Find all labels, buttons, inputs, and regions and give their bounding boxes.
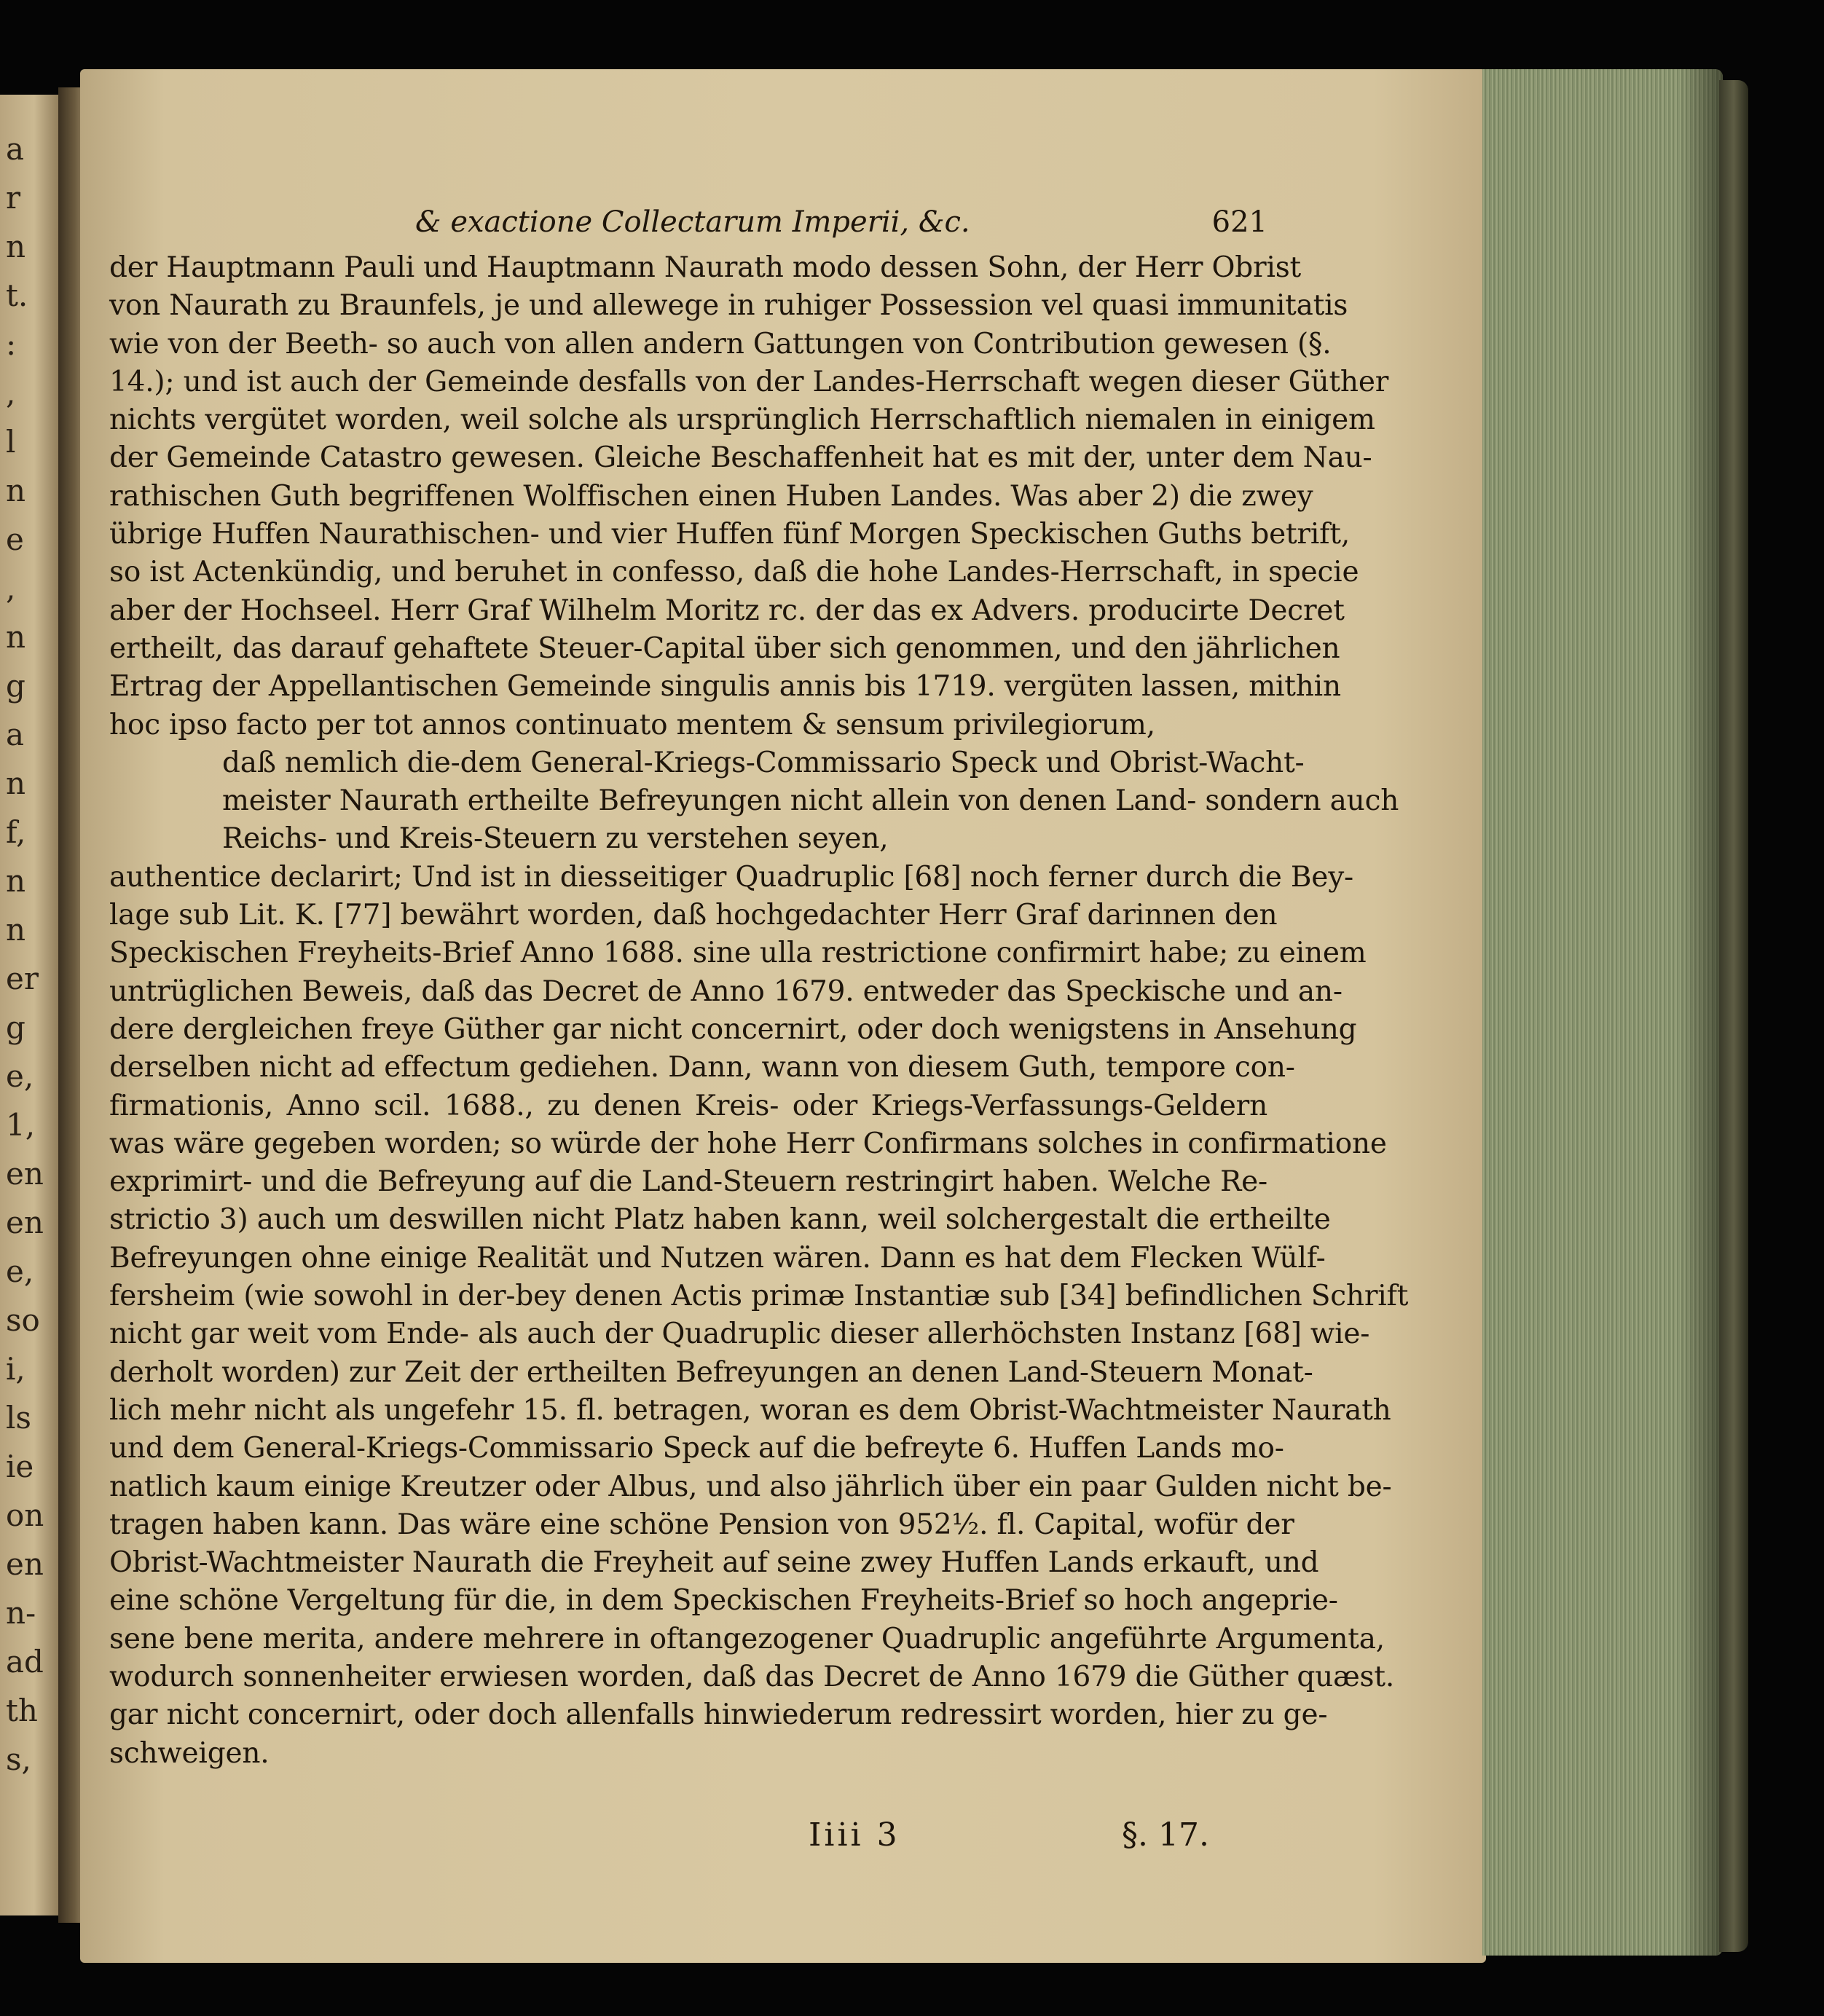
running-title: & exactione Collectarum Imperii, &c. <box>415 205 970 239</box>
text-line: der Hauptmann Pauli und Hauptmann Naurath modo dessen Sohn, der Herr Obrist <box>109 251 1302 284</box>
margin-fragment: en <box>6 1546 44 1582</box>
text-line: derselben nicht ad effectum gediehen. Dann, wann von diesem Guth, tempore con- <box>109 1051 1295 1084</box>
text-line: rathischen Guth begriffenen Wolffischen einen Huben Landes. Was aber 2) die zwey <box>109 479 1313 513</box>
margin-fragment: n- <box>6 1595 36 1631</box>
text-line: Ertrag der Appellantischen Gemeinde singulis annis bis 1719. vergüten lassen, mithin <box>109 670 1341 704</box>
text-line: firmationis, Anno scil. 1688., zu denen Kreis- oder Kriegs-Verfassungs-Geldern <box>109 1089 1267 1122</box>
margin-fragment: so <box>6 1302 40 1338</box>
text-line: und dem General-Kriegs-Commissario Speck auf die befreyte 6. Huffen Lands mo- <box>109 1432 1284 1465</box>
margin-fragment: th <box>6 1693 38 1728</box>
margin-fragment: er <box>6 961 39 996</box>
margin-fragment: n <box>6 863 26 899</box>
margin-fragment: ad <box>6 1644 44 1680</box>
margin-fragment: e, <box>6 1058 34 1094</box>
text-line: von Naurath zu Braunfels, je und allewege in ruhiger Possession vel quasi immunitatis <box>109 289 1348 323</box>
text-line: Reichs- und Kreis-Steuern zu verstehen seyen, <box>222 822 889 856</box>
text-line: schweigen. <box>109 1736 270 1770</box>
signature-mark: Iiii 3 <box>809 1816 900 1854</box>
page-text <box>109 205 1409 1860</box>
text-line: gar nicht concernirt, oder doch allenfalls hinwiederum redressirt worden, hier zu ge- <box>109 1698 1328 1732</box>
text-line: Speckischen Freyheits-Brief Anno 1688. sine ulla restrictione confirmirt habe; zu einem <box>109 937 1367 970</box>
margin-fragment: g <box>6 668 25 704</box>
text-line: dere dergleichen freye Güther gar nicht concernirt, oder doch wenigstens in Ansehung <box>109 1012 1357 1046</box>
margin-fragment: en <box>6 1205 44 1240</box>
text-line: daß nemlich die-dem General-Kriegs-Commissario Speck und Obrist-Wacht- <box>222 746 1305 779</box>
margin-fragment: ie <box>6 1449 34 1484</box>
page-number: 621 <box>1211 205 1267 239</box>
margin-fragment: on <box>6 1497 44 1533</box>
text-line: meister Naurath ertheilte Befreyungen nicht allein von denen Land- sondern auch <box>222 784 1399 818</box>
text-line: hoc ipso facto per tot annos continuato mentem & sensum privilegiorum, <box>109 708 1155 741</box>
text-line: derholt worden) zur Zeit der ertheilten Befreyungen an denen Land-Steuern Monat- <box>109 1355 1313 1389</box>
margin-fragment: a <box>6 131 25 167</box>
margin-fragment: ls <box>6 1400 31 1436</box>
text-line: aber der Hochseel. Herr Graf Wilhelm Moritz rc. der das ex Advers. producirte Decret <box>109 594 1345 627</box>
margin-fragment: n <box>6 765 26 801</box>
facing-page-margin-text <box>6 131 50 1792</box>
margin-fragment: 1, <box>6 1107 36 1143</box>
page-header <box>109 205 1267 249</box>
margin-fragment: i, <box>6 1351 25 1387</box>
margin-fragment: t. <box>6 277 28 313</box>
body-text <box>109 249 1409 1773</box>
text-line: fersheim (wie sowohl in der-bey denen Actis primæ Instantiæ sub [34] befindlichen Schrift <box>109 1280 1409 1313</box>
margin-fragment: : <box>6 326 17 362</box>
text-line: ertheilt, das darauf gehaftete Steuer-Capital über sich genommen, und den jährlichen <box>109 631 1340 665</box>
margin-fragment: n <box>6 912 26 948</box>
text-line: authentice declarirt; Und ist in diesseitiger Quadruplic [68] noch ferner durch die Bey- <box>109 860 1353 894</box>
margin-fragment: , <box>6 570 16 606</box>
text-line: natlich kaum einige Kreutzer oder Albus, und also jährlich über ein paar Gulden nicht be- <box>109 1470 1392 1503</box>
text-line: übrige Huffen Naurathischen- und vier Huffen fünf Morgen Speckischen Guths betrift, <box>109 518 1351 551</box>
text-line: so ist Actenkündig, und beruhet in confesso, daß die hohe Landes-Herrschaft, in specie <box>109 556 1359 589</box>
margin-fragment: r <box>6 180 21 216</box>
text-line: was wäre gegeben worden; so würde der hohe Herr Confirmans solches in confirmatione <box>109 1127 1387 1160</box>
margin-fragment: l <box>6 424 16 460</box>
margin-fragment: en <box>6 1156 44 1192</box>
margin-fragment: n <box>6 229 26 264</box>
text-line: Befreyungen ohne einige Realität und Nutzen wären. Dann es hat dem Flecken Wülf- <box>109 1241 1326 1275</box>
text-line: lage sub Lit. K. [77] bewährt worden, daß hochgedachter Herr Graf darinnen den <box>109 899 1278 932</box>
margin-fragment: a <box>6 717 25 752</box>
text-line: nichts vergütet worden, weil solche als ursprünglich Herrschaftlich niemalen in einigem <box>109 403 1375 437</box>
margin-fragment: g <box>6 1009 25 1045</box>
text-line: 14.); und ist auch der Gemeinde desfalls von der Landes-Herrschaft wegen dieser Güther <box>109 365 1389 398</box>
text-line: exprimirt- und die Befreyung auf die Land-Steuern restringirt haben. Welche Re- <box>109 1165 1267 1199</box>
text-line: untrüglichen Beweis, daß das Decret de Anno 1679. entweder das Speckische und an- <box>109 974 1343 1008</box>
page-footer <box>109 1816 1267 1860</box>
margin-fragment: e <box>6 521 24 557</box>
text-line: der Gemeinde Catastro gewesen. Gleiche Beschaffenheit hat es mit der, unter dem Nau- <box>109 441 1372 475</box>
text-line: wodurch sonnenheiter erwiesen worden, daß das Decret de Anno 1679 die Güther quæst. <box>109 1660 1395 1693</box>
text-line: lich mehr nicht als ungefehr 15. fl. betragen, woran es dem Obrist-Wachtmeister Naurath <box>109 1393 1391 1427</box>
text-line: tragen haben kann. Das wäre eine schöne Pension von 952½. fl. Capital, wofür der <box>109 1508 1294 1541</box>
catchword: §. 17. <box>1122 1816 1209 1854</box>
book-cover-edge <box>1719 80 1748 1952</box>
margin-fragment: , <box>6 375 16 411</box>
page-edges <box>1482 69 1723 1956</box>
margin-fragment: f, <box>6 814 26 850</box>
margin-fragment: s, <box>6 1741 31 1777</box>
text-line: nicht gar weit vom Ende- als auch der Quadruplic dieser allerhöchsten Instanz [68] wie- <box>109 1318 1370 1351</box>
text-line: Obrist-Wachtmeister Naurath die Freyheit auf seine zwey Huffen Lands erkauft, und <box>109 1546 1319 1580</box>
text-line: sene bene merita, andere mehrere in oftangezogener Quadruplic angeführte Argumenta, <box>109 1622 1385 1655</box>
text-line: eine schöne Vergeltung für die, in dem Speckischen Freyheits-Brief so hoch angeprie- <box>109 1584 1338 1618</box>
margin-fragment: e, <box>6 1253 34 1289</box>
text-line: strictio 3) auch um deswillen nicht Platz haben kann, weil solchergestalt die ertheilte <box>109 1203 1331 1237</box>
text-line: wie von der Beeth- so auch von allen andern Gattungen von Contribution gewesen (§. <box>109 327 1332 361</box>
margin-fragment: n <box>6 619 26 655</box>
margin-fragment: n <box>6 473 26 508</box>
